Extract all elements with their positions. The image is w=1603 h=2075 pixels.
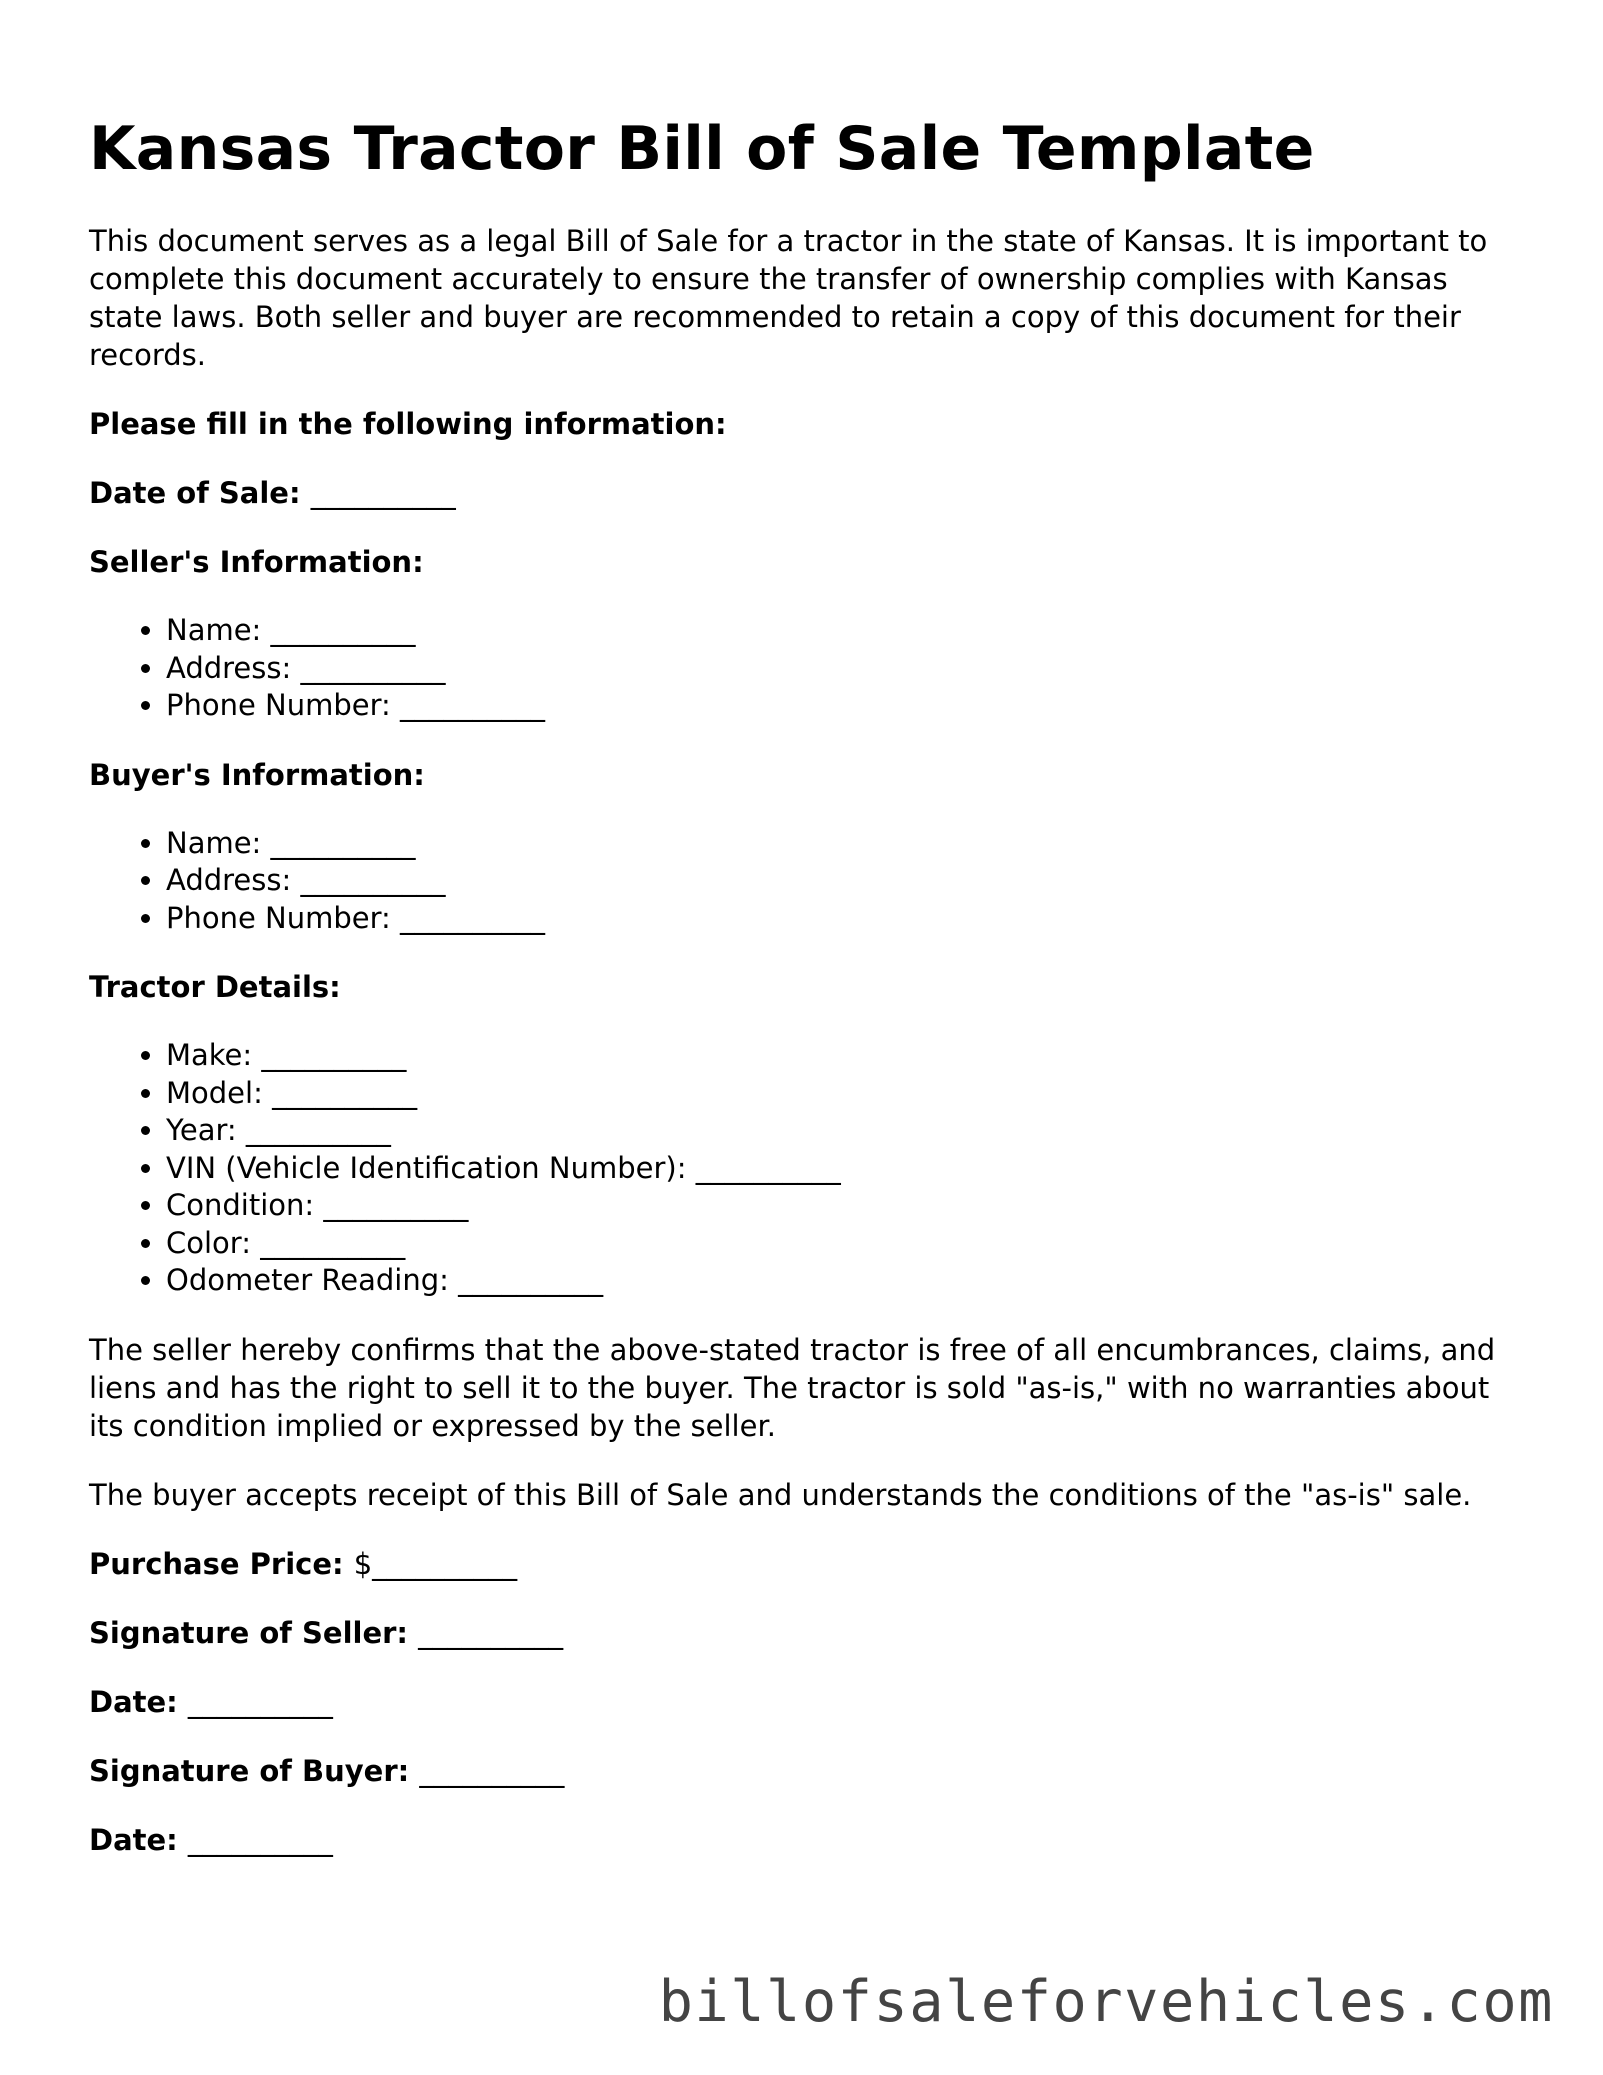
field-label: Address: bbox=[166, 650, 292, 685]
intro-paragraph: This document serves as a legal Bill of Sale for a tractor in the state of Kansas. It is important to complete this document accurately to ensure the transfer of ownership complies with Kansas state laws. Both seller and buyer are recommended to retain a copy of this document for their records. bbox=[89, 224, 1488, 372]
seller-signature-field[interactable] bbox=[89, 1614, 1529, 1652]
buyer-acceptance-paragraph: The buyer accepts receipt of this Bill of Sale and understands the conditions of the "as-is" sale. bbox=[89, 1477, 1472, 1512]
field-blank[interactable]: __________ bbox=[260, 1225, 406, 1260]
tractor-vin-field[interactable] bbox=[166, 1150, 1529, 1188]
tractor-year-field[interactable] bbox=[166, 1112, 1529, 1150]
seller-phone-field[interactable] bbox=[166, 687, 1529, 725]
field-blank[interactable]: __________ bbox=[270, 613, 416, 647]
seller-confirmation-paragraph: The seller hereby confirms that the above-stated tractor is free of all encumbrances, claims, and liens and has the right to sell it to the buyer. The tractor is sold "as-is," with no warranties about its condition implied or expressed by the seller. bbox=[89, 1332, 1496, 1443]
tractor-model-field[interactable] bbox=[166, 1075, 1529, 1113]
date-of-sale-label: Date of Sale: bbox=[89, 476, 301, 510]
buyer-address-field[interactable] bbox=[166, 862, 1529, 900]
field-blank[interactable]: __________ bbox=[400, 688, 546, 722]
field-blank[interactable]: __________ bbox=[261, 1038, 407, 1072]
document-title: Kansas Tractor Bill of Sale Template bbox=[89, 114, 1315, 184]
field-label: Model: bbox=[166, 1075, 263, 1110]
field-label: Color: bbox=[166, 1225, 251, 1260]
field-blank[interactable]: __________ bbox=[458, 1263, 604, 1297]
seller-signature-blank[interactable]: __________ bbox=[418, 1615, 564, 1650]
field-blank[interactable]: __________ bbox=[400, 900, 546, 935]
seller-name-field[interactable] bbox=[166, 612, 1529, 650]
seller-fields-list bbox=[89, 612, 1529, 725]
tractor-heading: Tractor Details: bbox=[89, 970, 341, 1004]
purchase-price-field[interactable] bbox=[89, 1545, 1529, 1583]
buyer-date-field[interactable] bbox=[89, 1821, 1529, 1859]
buyer-heading: Buyer's Information: bbox=[89, 757, 425, 792]
field-blank[interactable]: __________ bbox=[270, 825, 416, 860]
tractor-color-field[interactable] bbox=[166, 1225, 1529, 1263]
buyer-signature-label: Signature of Buyer: bbox=[89, 1753, 410, 1788]
footer-website: billofsaleforvehicles.com bbox=[658, 1969, 1554, 2035]
field-blank[interactable]: __________ bbox=[245, 1113, 391, 1147]
field-label: Year: bbox=[166, 1113, 237, 1147]
tractor-odometer-field[interactable] bbox=[166, 1262, 1529, 1300]
field-blank[interactable]: __________ bbox=[272, 1075, 418, 1110]
tractor-make-field[interactable] bbox=[166, 1037, 1529, 1075]
field-label: Make: bbox=[166, 1038, 253, 1072]
tractor-fields-list bbox=[89, 1037, 1529, 1300]
field-label: Name: bbox=[166, 613, 262, 647]
seller-date-field[interactable] bbox=[89, 1683, 1529, 1721]
field-label: VIN (Vehicle Identification Number): bbox=[166, 1150, 687, 1185]
buyer-name-field[interactable] bbox=[166, 825, 1529, 863]
date-of-sale-field[interactable] bbox=[89, 474, 1529, 512]
buyer-signature-field[interactable] bbox=[89, 1752, 1529, 1790]
buyer-date-label: Date: bbox=[89, 1822, 178, 1857]
seller-heading: Seller's Information: bbox=[89, 545, 424, 579]
buyer-fields-list bbox=[89, 825, 1529, 938]
field-blank[interactable]: __________ bbox=[695, 1150, 841, 1185]
field-label: Name: bbox=[166, 825, 262, 860]
field-label: Address: bbox=[166, 863, 292, 897]
field-label: Odometer Reading: bbox=[166, 1263, 449, 1297]
seller-address-field[interactable] bbox=[166, 650, 1529, 688]
buyer-date-blank[interactable]: __________ bbox=[187, 1822, 333, 1857]
seller-date-label: Date: bbox=[89, 1684, 178, 1719]
seller-date-blank[interactable]: __________ bbox=[187, 1684, 333, 1719]
field-label: Phone Number: bbox=[166, 900, 391, 935]
field-label: Condition: bbox=[166, 1188, 315, 1222]
instruction-text: Please fill in the following information: bbox=[89, 407, 727, 441]
buyer-phone-field[interactable] bbox=[166, 900, 1529, 938]
buyer-signature-blank[interactable]: __________ bbox=[419, 1753, 565, 1788]
field-blank[interactable]: __________ bbox=[323, 1188, 469, 1222]
tractor-condition-field[interactable] bbox=[166, 1187, 1529, 1225]
seller-signature-label: Signature of Seller: bbox=[89, 1615, 409, 1650]
field-label: Phone Number: bbox=[166, 688, 391, 722]
date-of-sale-blank[interactable]: __________ bbox=[310, 476, 456, 510]
field-blank[interactable]: __________ bbox=[300, 863, 446, 897]
purchase-price-blank[interactable]: $__________ bbox=[353, 1546, 518, 1581]
purchase-price-label: Purchase Price: bbox=[89, 1546, 344, 1581]
field-blank[interactable]: __________ bbox=[300, 650, 446, 685]
document-page bbox=[89, 104, 1529, 1859]
